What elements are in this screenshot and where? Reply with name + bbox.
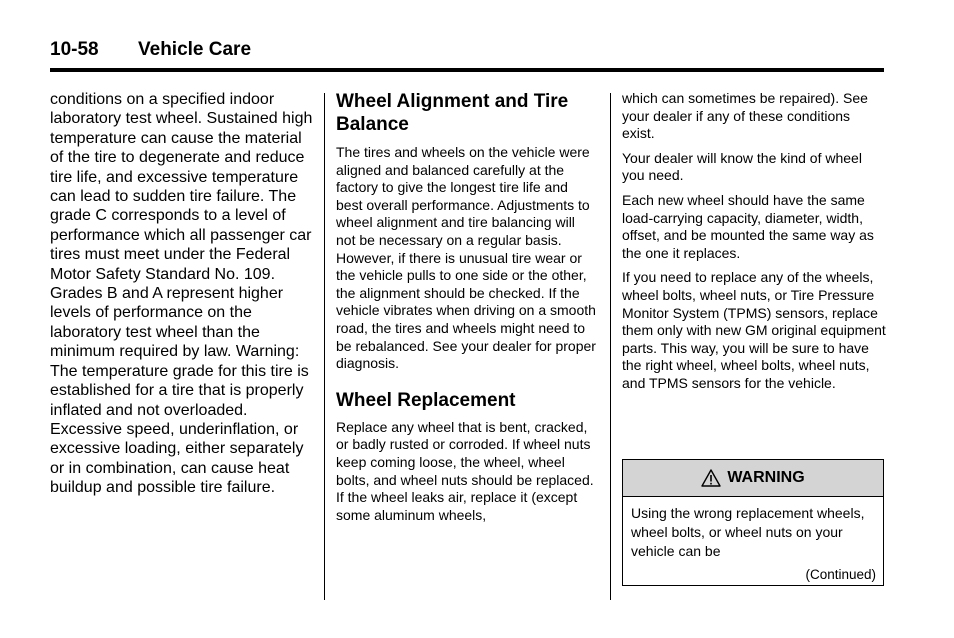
page-header bbox=[50, 38, 884, 72]
heading-wheel-replacement: Wheel Replacement bbox=[336, 389, 516, 411]
column-left bbox=[50, 90, 318, 498]
section-title: Vehicle Care bbox=[138, 39, 252, 60]
page-number: 10-58 bbox=[50, 39, 99, 60]
paragraph: Your dealer will know the kind of wheel you need. bbox=[622, 149, 862, 184]
continued-label: (Continued) bbox=[805, 567, 876, 582]
alignment-paragraph: The tires and wheels on the vehicle were aligned and balanced carefully at the factory to give the longest tire life and best overall performance. Adjustments to wheel alignment and tire balancing will not be necessary on a regular basis. However, if there is unusual tire wear or the vehicle pulls to one side or the other, the alignment should be checked. If the vehicle vibrates when driving on a smooth road, the tires and wheels might need to be rebalanced. See your dealer for proper diagnosis. bbox=[336, 144, 596, 372]
column-divider-left bbox=[324, 93, 325, 600]
warning-text: Using the wrong replacement wheels, wheel bolts, or wheel nuts on your vehicle can be bbox=[631, 505, 865, 559]
replacement-paragraph: Replace any wheel that is bent, cracked, or badly rusted or corroded. If wheel nuts keep coming loose, the wheel, wheel bolts, and wheel nuts should be replaced. If the wheel leaks air, replace it (except some aluminum wheels, bbox=[336, 418, 594, 523]
heading-wheel-alignment: Wheel Alignment and Tire Balance bbox=[336, 91, 569, 135]
column-divider-right bbox=[610, 93, 611, 600]
paragraph: If you need to replace any of the wheels, wheel bolts, wheel nuts, or Tire Pressure Monitor System (TPMS) sensors, replace them only with new GM original equipment parts. This way, you will be sure to have the right wheel, wheel bolts, wheel nuts, and TPMS sensors for the vehicle. bbox=[622, 269, 886, 391]
paragraph: Each new wheel should have the same load-carrying capacity, diameter, width, offset, and be mounted the same way as the one it replaces. bbox=[622, 191, 874, 261]
paragraph: which can sometimes be repaired). See your dealer if any of these conditions exist. bbox=[622, 90, 868, 142]
column-middle bbox=[336, 90, 598, 524]
warning-triangle-icon bbox=[701, 469, 721, 487]
column-right bbox=[622, 90, 886, 393]
warning-title: WARNING bbox=[727, 469, 805, 486]
warning-box bbox=[622, 459, 884, 586]
warning-header bbox=[623, 460, 883, 497]
body-paragraph: conditions on a specified indoor laboratory test wheel. Sustained high temperature can cause the material of the tire to degenerate and reduce tire life, and excessive temperature can lead to sudden tire failure. The grade C corresponds to a level of performance which all passenger car tires must meet under the Federal Motor Safety Standard No. 109. Grades B and A represent higher levels of performance on the laboratory test wheel than the minimum required by law. Warning: The temperature grade for this tire is established for a tire that is properly inflated and not overloaded. Excessive speed, underinflation, or excessive loading, either separately or in combination, can cause heat buildup and possible tire failure. bbox=[50, 91, 313, 497]
